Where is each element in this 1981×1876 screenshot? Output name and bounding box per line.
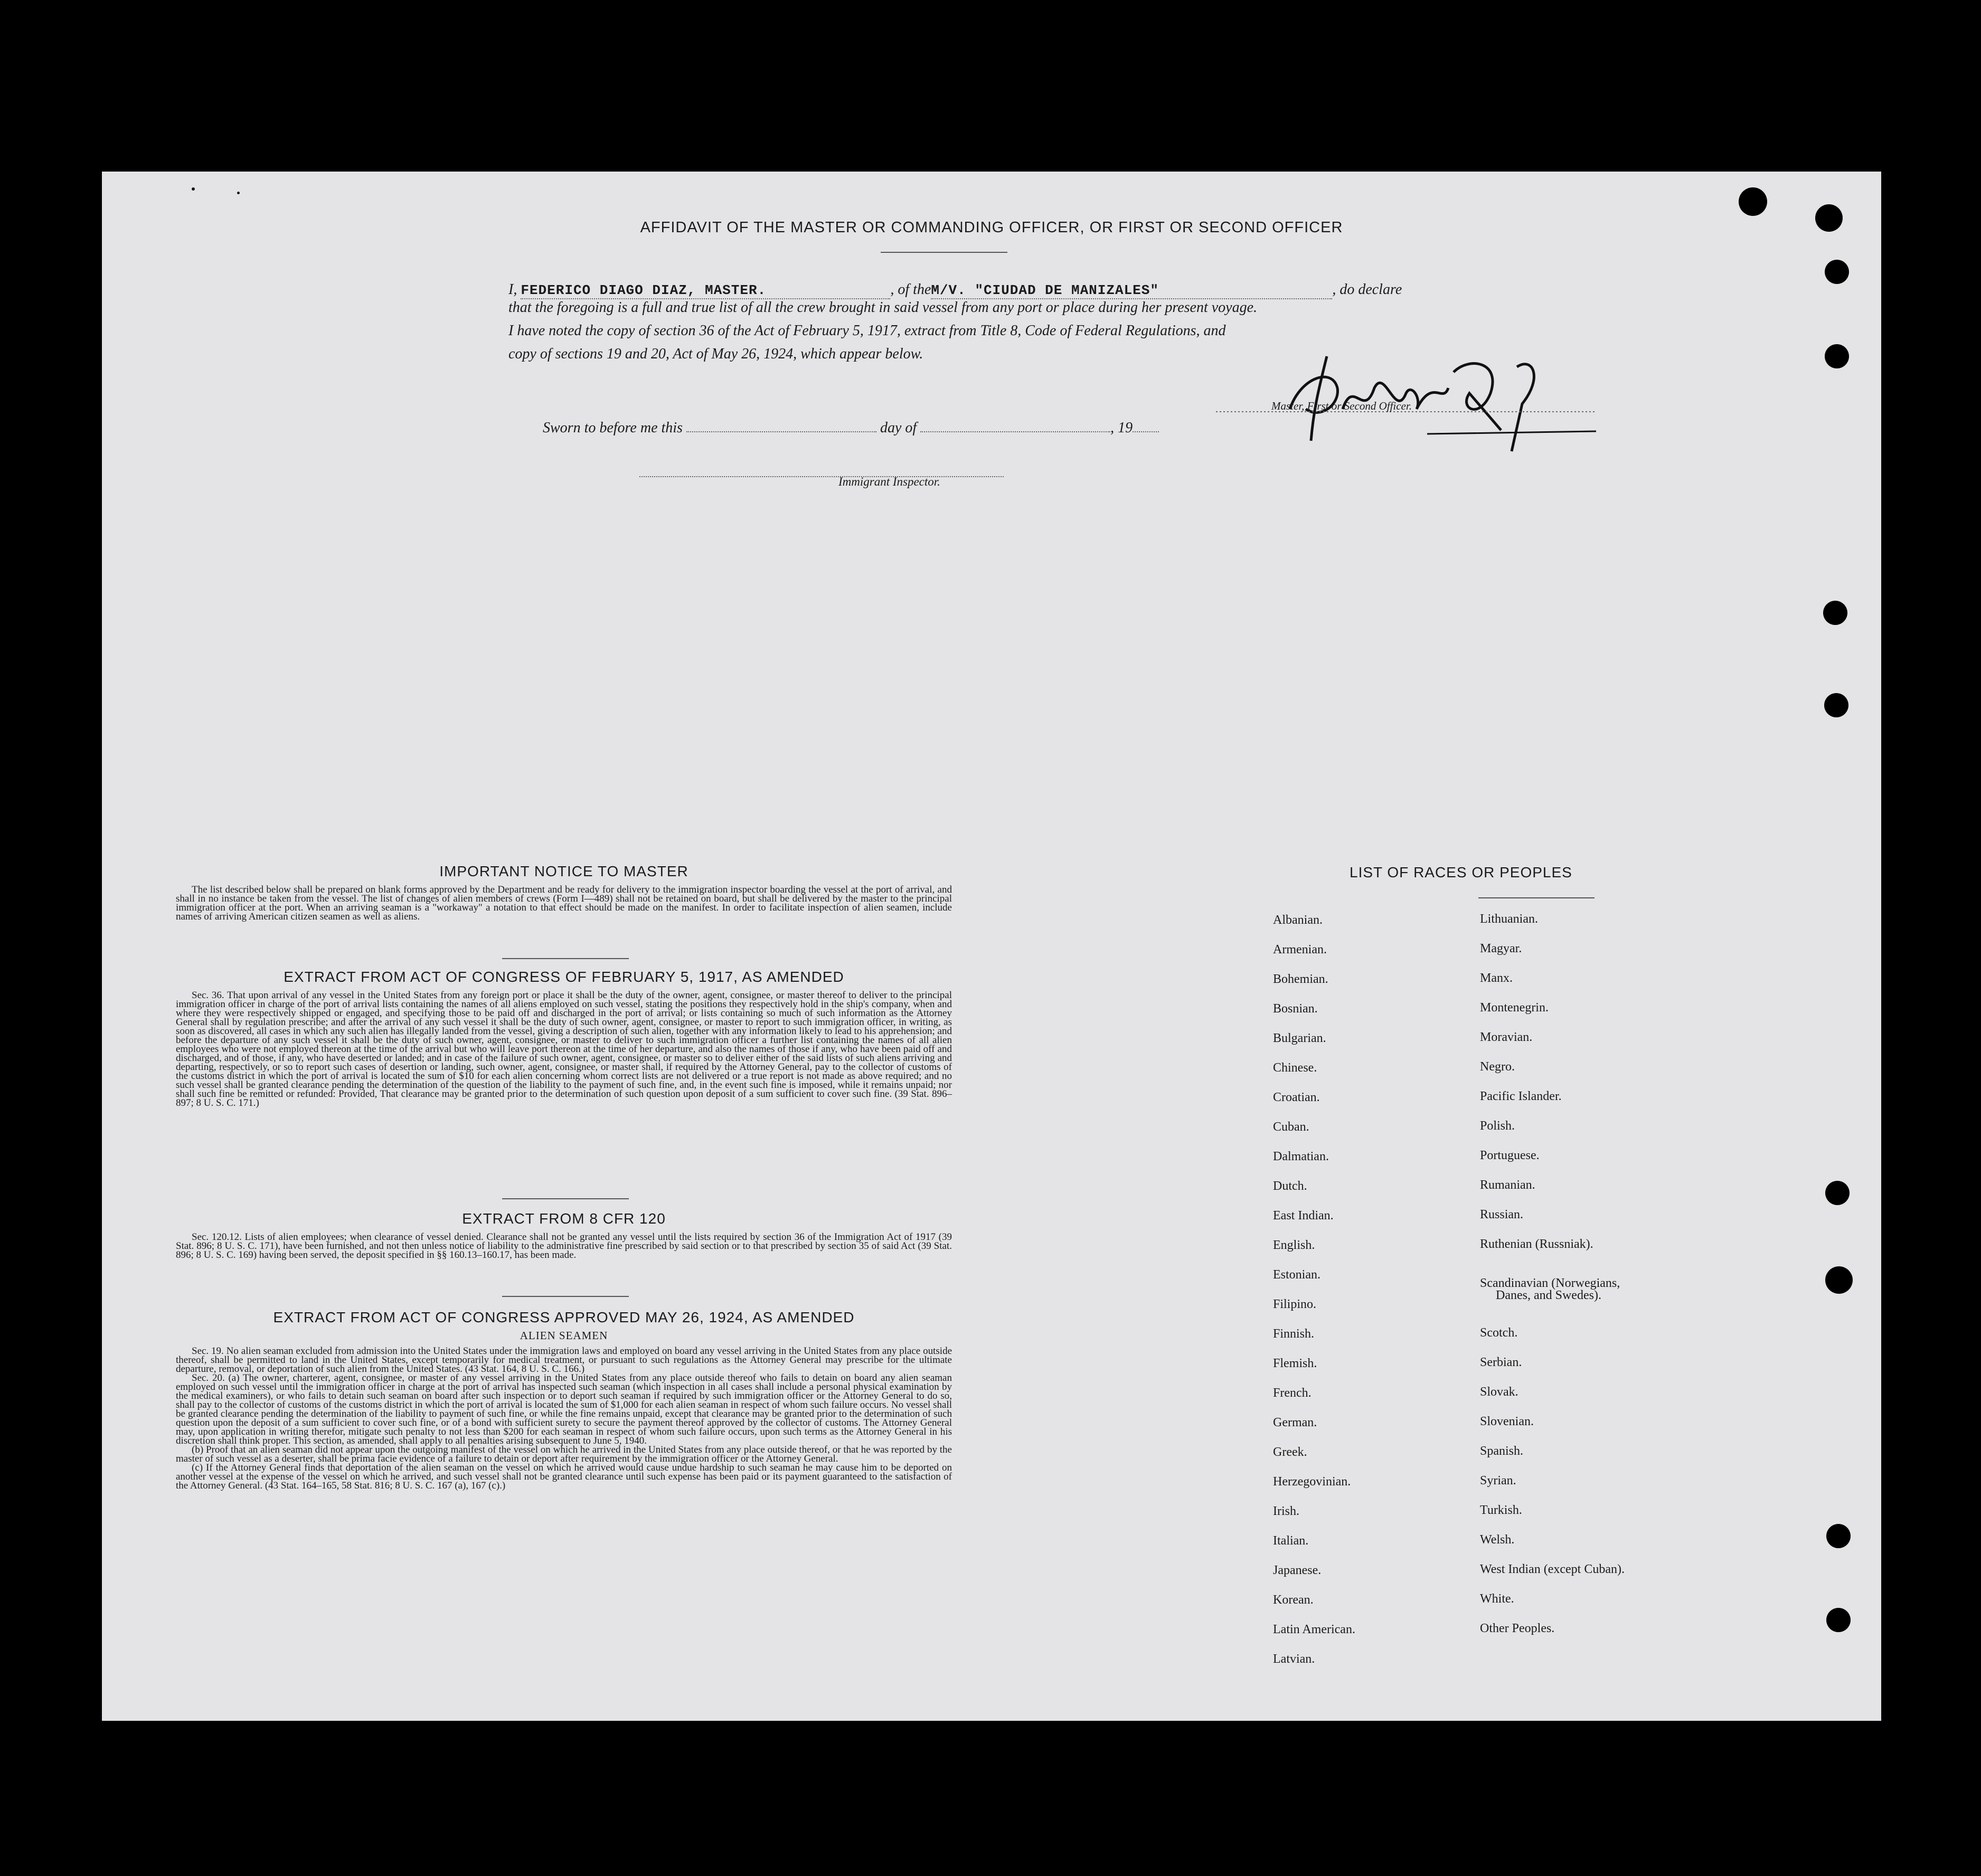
binder-hole: [1825, 1266, 1853, 1294]
race-item: Korean.: [1273, 1593, 1314, 1607]
race-item: East Indian.: [1273, 1209, 1334, 1223]
inspector-signature-line: [639, 476, 1004, 477]
race-item: Rumanian.: [1480, 1178, 1535, 1192]
sworn-line: [543, 420, 1159, 437]
do-declare-label: , do declare: [1332, 281, 1402, 298]
extract-1924-section: [176, 1309, 952, 1490]
race-item: Polish.: [1480, 1119, 1515, 1133]
binder-hole: [1824, 693, 1848, 717]
extract-1924-text: Sec. 19. No alien seaman excluded from admission into the United States under the immigration laws and employed on board any vessel arriving in the United States from any place outside thereof, shall be permitted to land in the United States, except temporarily for medical treatment, or pursuant to such regulations as the Attorney General may prescribe for the ultimate departure, removal, or deportation of such alien from the United States. (43 Stat. 164, 8 U. S. C. 166.) Sec. 20. (a) The owner, charterer, agent, consignee, or master of any vessel arriving in the United States from any place outside thereof who fails to detain on board any alien seaman employed on such vessel until the immigration officer in charge at the port of arrival has inspected such seaman (which inspection in all cases shall include a personal physical examination by the medical examiners), or who fails to detain such seaman on board after such inspection or to deport such seaman if required by such immigration officer or the Attorney General to do so, shall pay to the collector of customs of the customs district in which the port of arrival is located the sum of $1,000 for each alien seaman in respect of whom such failure occurs. No vessel shall be granted clearance pending the determination of the liability to payment of such fine, or while the fine remains unpaid, except that clearance may be granted prior to the determination of such question upon the deposit of a sum sufficient to cover such fine, or of a bond with sufficient surety to secure the payment thereof approved by the collector of customs. The Attorney General may, upon application in writing therefor, mitigate such penalty to not less than $200 for each seaman in respect of whom such failure occurs, upon such terms as the Attorney General in his discretion shall think proper. This section, as amended, shall apply to all penalties arising subsequent to June 5, 1940. (b) Proof that an alien seaman did not appear upon the outgoing manifest of the vessel on which he arrived in the United States from any place outside thereof, or that he was reported by the master of such vessel as a deserter, shall be prima facie evidence of a failure to detain or deport after requirement by the immigration officer or the Attorney General. (c) If the Attorney General finds that deportation of the alien seaman on the vessel on which he arrived would cause undue hardship to such seaman he may cause him to be deported on another vessel at the expense of the vessel on which he arrived, and such vessel shall not be granted clearance until such expense has been paid or its payment guaranteed to the satisfaction of the Attorney General. (43 Stat. 164–165, 58 Stat. 816; 8 U. S. C. 167 (a), 167 (c).): [176, 1346, 952, 1491]
race-item: German.: [1273, 1416, 1317, 1429]
race-item: Herzegovinian.: [1273, 1475, 1351, 1489]
race-item: Montenegrin.: [1480, 1001, 1549, 1015]
binder-hole: [1815, 204, 1843, 232]
race-item: Irish.: [1273, 1504, 1299, 1518]
race-item: English.: [1273, 1238, 1315, 1252]
race-item: Scandinavian (Norwegians,: [1480, 1276, 1620, 1290]
race-item: Dutch.: [1273, 1179, 1307, 1193]
race-item: Slovenian.: [1480, 1415, 1534, 1428]
notice-section: [176, 863, 952, 921]
divider-2: [502, 1198, 629, 1199]
extract-cfr-title: EXTRACT FROM 8 CFR 120: [462, 1210, 666, 1227]
race-item: Finnish.: [1273, 1327, 1315, 1341]
master-name: FEDERICO DIAGO DIAZ, MASTER.: [521, 282, 767, 298]
race-item: Flemish.: [1273, 1357, 1317, 1370]
speck: [192, 187, 195, 191]
race-item: Italian.: [1273, 1534, 1309, 1548]
binder-hole: [1826, 1524, 1851, 1548]
race-item: Bosnian.: [1273, 1002, 1318, 1016]
sworn-day-field: [686, 431, 876, 432]
race-item: Croatian.: [1273, 1091, 1320, 1104]
race-item: Cuban.: [1273, 1120, 1309, 1134]
races-divider: [1478, 897, 1595, 898]
binder-hole: [1823, 601, 1847, 625]
affidavit-prefix: I,: [508, 281, 517, 298]
race-item: White.: [1480, 1592, 1514, 1606]
title-divider: [881, 252, 1007, 253]
signature-caption: Master, First or Second Officer.: [1271, 400, 1412, 412]
year-label: , 19: [1110, 420, 1133, 436]
race-item: Latvian.: [1273, 1652, 1315, 1666]
extract-1924-title: EXTRACT FROM ACT OF CONGRESS APPROVED MAY 26, 1924, AS AMENDED: [273, 1309, 855, 1325]
race-item: Syrian.: [1480, 1474, 1516, 1487]
sworn-year-field: [1133, 431, 1159, 432]
divider-1: [502, 958, 629, 959]
document-page: [102, 172, 1881, 1721]
race-item: Bohemian.: [1273, 972, 1328, 986]
binder-hole: [1739, 187, 1767, 216]
speck: [237, 192, 240, 194]
binder-hole: [1825, 344, 1849, 368]
race-item-continuation: Danes, and Swedes).: [1496, 1288, 1601, 1302]
extract-1917-section: [176, 969, 952, 1107]
affidavit-line-3: I have noted the copy of section 36 of the Act of February 5, 1917, extract from Title 8, Code of Federal Regulations, and: [508, 323, 1226, 339]
notice-title: IMPORTANT NOTICE TO MASTER: [439, 863, 688, 879]
race-item: Magyar.: [1480, 942, 1522, 955]
race-item: Bulgarian.: [1273, 1031, 1326, 1045]
extract-cfr-text: Sec. 120.12. Lists of alien employees; when clearance of vessel denied. Clearance shall not be granted any vessel until the lists required by section 36 of the Immigration Act of 1917 (39 Stat. 896; 8 U. S. C. 171), have been furnished, and not then unless notice of liability to the administrative fine prescribed by said section or to that prescribed by section 35 of said Act (39 Stat. 896; 8 U. S. C. 169) having been served, the deposit specified in §§ 160.13–160.17, has been made.: [176, 1231, 952, 1261]
race-item: Welsh.: [1480, 1533, 1515, 1547]
race-item: French.: [1273, 1386, 1312, 1400]
race-item: Russian.: [1480, 1208, 1524, 1221]
binder-hole: [1825, 1181, 1850, 1205]
race-item: Dalmatian.: [1273, 1150, 1329, 1163]
race-item: Greek.: [1273, 1445, 1307, 1459]
races-title: LIST OF RACES OR PEOPLES: [1350, 864, 1572, 880]
race-item: Filipino.: [1273, 1297, 1317, 1311]
race-item: Estonian.: [1273, 1268, 1320, 1282]
affidavit-line-4: copy of sections 19 and 20, Act of May 26, 1924, which appear below.: [508, 346, 923, 362]
race-item: Japanese.: [1273, 1564, 1322, 1577]
race-item: Spanish.: [1480, 1444, 1524, 1458]
divider-3: [502, 1296, 629, 1297]
race-item: Serbian.: [1480, 1356, 1522, 1369]
affidavit-line-2: that the foregoing is a full and true list of all the crew brought in said vessel from any port or place during her present voyage.: [508, 299, 1258, 316]
race-item: Moravian.: [1480, 1030, 1533, 1044]
race-item: Manx.: [1480, 971, 1513, 985]
binder-hole: [1825, 260, 1849, 284]
race-item: Other Peoples.: [1480, 1622, 1555, 1635]
binder-hole: [1826, 1608, 1851, 1632]
extract-cfr-section: [176, 1210, 952, 1259]
extract-1917-title: EXTRACT FROM ACT OF CONGRESS OF FEBRUARY 5, 1917, AS AMENDED: [284, 969, 844, 985]
notice-text: The list described below shall be prepared on blank forms approved by the Department and be ready for delivery to the immigration inspector boarding the vessel at the port of arrival, and shall in no instance be taken from the vessel. The list of changes of alien members of crews (Form I—489) shall not be retained on board, but shall be delivered by the master to the principal immigration officer at the port. When an arriving seaman is a "workaway" a notation to that effect should be made on the manifest. In order to facilitate inspection of alien seamen, include names of arriving American citizen seamen as well as aliens.: [176, 884, 952, 922]
race-item: Pacific Islander.: [1480, 1089, 1562, 1103]
race-item: Scotch.: [1480, 1326, 1518, 1340]
affidavit-line-1: [508, 281, 1501, 299]
race-item: Slovak.: [1480, 1385, 1518, 1399]
race-item: Chinese.: [1273, 1061, 1317, 1075]
race-item: Albanian.: [1273, 913, 1323, 927]
race-item: Ruthenian (Russniak).: [1480, 1237, 1593, 1251]
race-item: Portuguese.: [1480, 1149, 1540, 1162]
race-item: Negro.: [1480, 1060, 1515, 1074]
race-item: Lithuanian.: [1480, 912, 1538, 926]
affidavit-title: AFFIDAVIT OF THE MASTER OR COMMANDING OFFICER, OR FIRST OR SECOND OFFICER: [640, 219, 1343, 236]
race-item: Armenian.: [1273, 943, 1327, 956]
race-item: Latin American.: [1273, 1623, 1355, 1636]
day-of-label: day of: [880, 420, 917, 436]
race-item: Turkish.: [1480, 1503, 1522, 1517]
extract-1917-text: Sec. 36. That upon arrival of any vessel in the United States from any foreign port or place it shall be the duty of the owner, agent, consignee, or master thereof to deliver to the principal immigration officer in charge of the port of arrival lists containing the names of all aliens employed on such vessel, stating the positions they respectively hold in the ship's company, when and where they were respectively shipped or engaged, and specifying those to be paid off and discharged in the port of arrival; or lists containing so much of such information as the Attorney General shall by regulation prescribe; and after the arrival of any such vessel it shall be the duty of such owner, agent, consignee, or master to report to such immigration officer, in writing, as soon as discovered, all cases in which any such alien has illegally landed from the vessel, giving a description of such alien, together with any information likely to lead to his apprehension; and before the departure of any such vessel it shall be the duty of such owner, agent, consignee, or master to deliver to such immigration officer a further list containing the names of all alien employees who were not employed thereon at the time of the arrival but who will leave port thereon at the time of her departure, and also the names of those if any, who have been paid off and discharged, and of those, if any, who have deserted or landed; and in case of the failure of such owner, agent, consignee, or master so to deliver either of the said lists of such aliens arriving and departing, respectively, or so to report such cases of desertion or landing, such owner, agent, consignee, or master shall, if required by the Attorney General, pay to the collector of customs of the customs district in which the port of arrival is located the sum of $10 for each alien concerning whom correct lists are not delivered or a true report is not made as above required; and no such vessel shall be granted clearance pending the determination of the question of the liability to the payment of such fine, and, in the event such fine is imposed, while it remains unpaid; nor shall such fine be remitted or refunded: Provided, That clearance may be granted prior to the determination of such question upon deposit of a sum sufficient to cover such fine. (39 Stat. 896–897; 8 U. S. C. 171.): [176, 990, 952, 1108]
inspector-caption: Immigrant Inspector.: [838, 475, 940, 488]
sworn-month-field: [920, 431, 1110, 432]
extract-1924-subtitle: ALIEN SEAMEN: [520, 1329, 608, 1342]
sworn-label: Sworn to before me this: [543, 420, 683, 436]
race-item: West Indian (except Cuban).: [1480, 1562, 1625, 1576]
vessel-name: M/V. "CIUDAD DE MANIZALES": [931, 282, 1159, 298]
of-the-label: , of the: [890, 281, 931, 298]
